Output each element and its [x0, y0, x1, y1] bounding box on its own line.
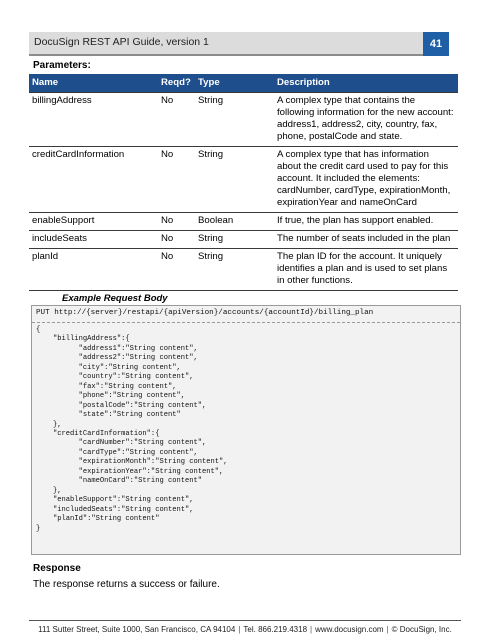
- response-text: The response returns a success or failure.: [33, 579, 220, 590]
- table-row: [29, 249, 458, 291]
- param-name: billingAddress: [29, 93, 158, 147]
- param-reqd: No: [158, 213, 195, 231]
- request-line: PUT http://{server}/restapi/{apiVersion}/accounts/{accountId}/billing_plan: [36, 309, 374, 317]
- param-name: planId: [29, 249, 158, 291]
- param-name: includeSeats: [29, 231, 158, 249]
- page-footer: [29, 625, 461, 634]
- footer-divider: [29, 620, 461, 621]
- param-description: A complex type that has information about the credit card used to pay for this account. It included the elements: cardNumber, cardType, expirationMonth, expirationYear and nameOnCard: [274, 147, 458, 213]
- param-type: String: [195, 231, 274, 249]
- footer-separator: |: [386, 625, 389, 634]
- param-description: A complex type that contains the following information for the new account: address1, address2, city, country, fax, phone, postalCode and state.: [274, 93, 458, 147]
- param-type: String: [195, 93, 274, 147]
- param-description: The number of seats included in the plan: [274, 231, 458, 249]
- footer-separator: |: [310, 625, 313, 634]
- table-row: [29, 147, 458, 213]
- param-reqd: No: [158, 231, 195, 249]
- parameters-table: [29, 74, 458, 291]
- param-type: String: [195, 147, 274, 213]
- param-reqd: No: [158, 93, 195, 147]
- table-row: [29, 231, 458, 249]
- example-heading: Example Request Body: [62, 293, 168, 304]
- table-row: [29, 93, 458, 147]
- footer-address: 111 Sutter Street, Suite 1000, San Francisco, CA 94104: [38, 625, 236, 634]
- footer-copyright: © DocuSign, Inc.: [391, 625, 452, 634]
- page-header: [29, 32, 449, 56]
- column-header-name: Name: [29, 74, 158, 93]
- footer-separator: |: [238, 625, 241, 634]
- param-name: creditCardInformation: [29, 147, 158, 213]
- param-description: The plan ID for the account. It uniquely identifies a plan and is used to set plans in other functions.: [274, 249, 458, 291]
- param-type: Boolean: [195, 213, 274, 231]
- code-block: [31, 305, 461, 555]
- param-reqd: No: [158, 147, 195, 213]
- param-description: If true, the plan has support enabled.: [274, 213, 458, 231]
- table-row: [29, 213, 458, 231]
- footer-phone: Tel. 866.219.4318: [243, 625, 308, 634]
- footer-website[interactable]: www.docusign.com: [315, 625, 384, 634]
- column-header-type: Type: [195, 74, 274, 93]
- request-body: { "billingAddress":{ "address1":"String content", "address2":"String content", "city":"String content", "country":"String content", "fax":"String content", "phone":"String content", "postalCode":"String content", "state":"String content" }, "creditCardInformation":{ "cardNumber":"String content", "cardType":"String content", "expirationMonth":"String content", "expirationYear":"String content", "nameOnCard":"String content" }, "enableSupport":"String content", "includedSeats":"String content", "planId":"String content" }: [36, 326, 228, 533]
- param-reqd: No: [158, 249, 195, 291]
- param-type: String: [195, 249, 274, 291]
- code-divider: [32, 322, 460, 323]
- table-header-row: [29, 74, 458, 93]
- parameters-label: Parameters:: [33, 60, 91, 71]
- column-header-reqd: Reqd?: [158, 74, 195, 93]
- response-heading: Response: [33, 563, 81, 574]
- document-title: DocuSign REST API Guide, version 1: [34, 36, 209, 48]
- param-name: enableSupport: [29, 213, 158, 231]
- column-header-description: Description: [274, 74, 458, 93]
- page-number: 41: [423, 32, 449, 56]
